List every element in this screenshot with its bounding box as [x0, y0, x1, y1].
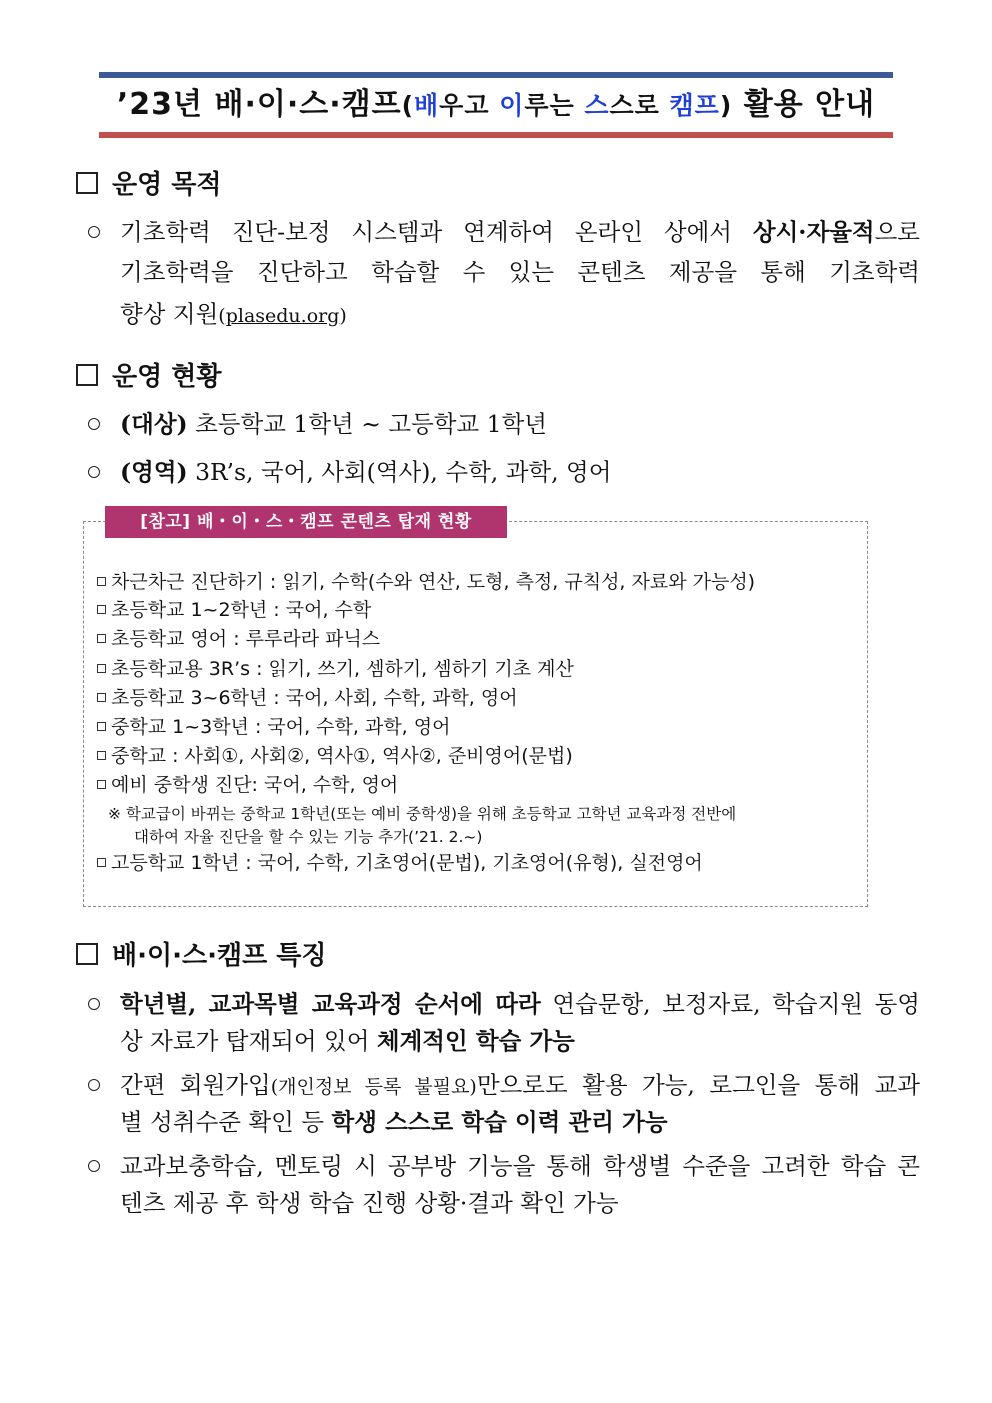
- section-heading-text: 운영 목적: [112, 170, 222, 200]
- circle-bullet-icon: [88, 1079, 100, 1091]
- title-main: ’23년 배·이·스·캠프: [116, 87, 402, 122]
- status-area: (영역) 3R’s, 국어, 사회(역사), 수학, 과학, 영어: [120, 458, 612, 486]
- circle-bullet-icon: [88, 226, 100, 238]
- square-bullet-icon: [97, 577, 106, 586]
- feature-1-line-1: 학년별, 교과목별 교육과정 순서에 따라 연습문항, 보정자료, 학습지원 동영: [120, 990, 921, 1018]
- square-bullet-icon: [97, 780, 106, 789]
- title-text-2: 루는: [524, 91, 585, 120]
- title-paren: (: [401, 91, 415, 120]
- feature-1-line-2: 상 자료가 탑재되어 있어 체계적인 학습 가능: [120, 1027, 575, 1055]
- square-bullet-icon: [97, 722, 106, 731]
- circle-bullet-icon: [88, 1160, 100, 1172]
- circle-bullet-icon: [88, 418, 100, 430]
- circle-bullet-icon: [88, 466, 100, 478]
- title-char-3: 스: [584, 91, 610, 120]
- square-bullet-icon: [97, 605, 106, 614]
- title-char-2: 이: [499, 91, 525, 120]
- checkbox-icon: [76, 364, 98, 386]
- section-heading-status: [76, 359, 222, 395]
- reference-note-cont: 대하여 자율 진단을 할 수 있는 기능 추가(’21. 2.~): [134, 828, 483, 846]
- reference-item: 차근차근 진단하기 : 읽기, 수학(수와 연산, 도형, 측정, 규칙성, 자료와 가능성): [97, 568, 755, 596]
- title-suffix: 활용 안내: [732, 87, 876, 122]
- title-char-4: 캠프: [669, 91, 720, 120]
- title-paren-close: ): [719, 91, 733, 120]
- section-heading-purpose: [76, 167, 222, 203]
- purpose-line-2: 기초학력을 진단하고 학습할 수 있는 콘텐츠 제공을 통해 기초학력: [120, 258, 920, 286]
- purpose-line-3: 향상 지원(plasedu.org): [120, 300, 347, 328]
- plasedu-link[interactable]: plasedu.org: [225, 305, 340, 327]
- reference-item: 초등학교 영어 : 루루라라 파닉스: [97, 625, 380, 653]
- square-bullet-icon: [97, 634, 106, 643]
- square-bullet-icon: [97, 693, 106, 702]
- section-heading-text: 배·이·스·캠프 특징: [112, 941, 327, 971]
- reference-tag: [참고] 배・이・스・캠프 콘텐츠 탑재 현황: [105, 506, 507, 538]
- reference-item: 예비 중학생 진단: 국어, 수학, 영어: [97, 771, 398, 799]
- purpose-line-1: 기초학력 진단-보정 시스템과 연계하여 온라인 상에서 상시·자율적으로: [120, 218, 920, 246]
- reference-item: 고등학교 1학년 : 국어, 수학, 기초영어(문법), 기초영어(유형), 실전영어: [97, 849, 703, 877]
- page-title: [99, 84, 893, 127]
- square-bullet-icon: [97, 751, 106, 760]
- circle-bullet-icon: [88, 998, 100, 1010]
- feature-3-line-1: 교과보충학습, 멘토링 시 공부방 기능을 통해 학생별 수준을 고려한 학습 콘: [120, 1152, 920, 1180]
- title-text-1: 우고: [439, 91, 500, 120]
- reference-item: 중학교 : 사회①, 사회②, 역사①, 역사②, 준비영어(문법): [97, 742, 573, 770]
- title-bottom-bar: [99, 132, 893, 138]
- status-target: (대상) 초등학교 1학년 ~ 고등학교 1학년: [120, 410, 547, 438]
- reference-item: 중학교 1~3학년 : 국어, 수학, 과학, 영어: [97, 713, 450, 741]
- title-char-1: 배: [414, 91, 440, 120]
- square-bullet-icon: [97, 664, 106, 673]
- reference-item: 초등학교 3~6학년 : 국어, 사회, 수학, 과학, 영어: [97, 684, 518, 712]
- section-heading-text: 운영 현황: [112, 362, 222, 392]
- reference-item: 초등학교 1~2학년 : 국어, 수학: [97, 596, 371, 624]
- square-bullet-icon: [97, 858, 106, 867]
- feature-3-line-2: 텐츠 제공 후 학생 학습 진행 상황·결과 확인 가능: [120, 1189, 619, 1217]
- title-top-bar: [99, 72, 893, 78]
- checkbox-icon: [76, 172, 98, 194]
- checkbox-icon: [76, 943, 98, 965]
- feature-2-line-2: 별 성취수준 확인 등 학생 스스로 학습 이력 관리 가능: [120, 1108, 668, 1136]
- title-text-3: 스로: [609, 91, 670, 120]
- feature-2-line-1: 간편 회원가입(개인정보 등록 불필요)만으로도 활용 가능, 로그인을 통해 교과: [120, 1071, 920, 1099]
- reference-note: ※ 학교급이 바뀌는 중학교 1학년(또는 예비 중학생)을 위해 초등학교 고학년 교육과정 전반에: [108, 805, 737, 823]
- reference-item: 초등학교용 3R’s : 읽기, 쓰기, 셈하기, 셈하기 기초 계산: [97, 655, 574, 683]
- section-heading-features: [76, 938, 327, 974]
